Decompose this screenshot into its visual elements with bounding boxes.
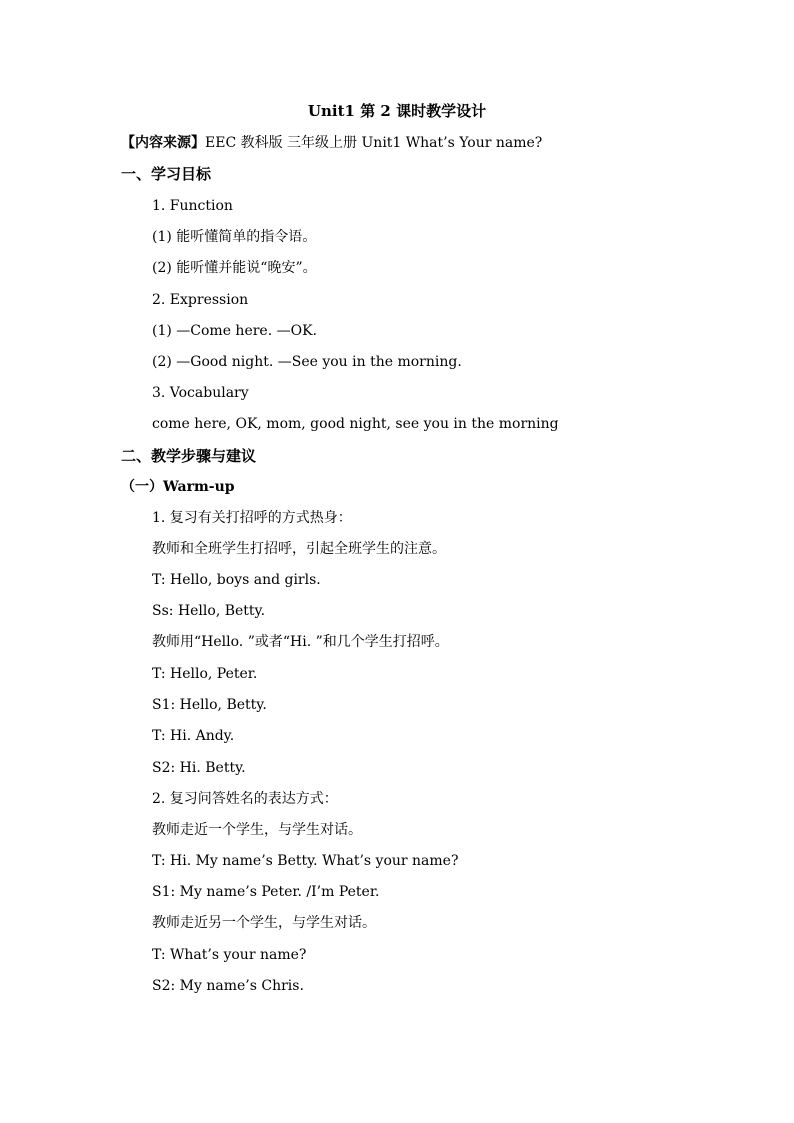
step-line: T: Hi. Andy.	[152, 728, 235, 744]
step-line: S1: My name’s Peter. /I’m Peter.	[152, 884, 380, 900]
objective-line: (2) 能听懂并能说“晚安”。	[152, 260, 317, 276]
objective-line: (2) —Good night. —See you in the morning.	[152, 354, 462, 370]
step-line: T: Hello, boys and girls.	[152, 572, 321, 588]
objective-line: (1) 能听懂简单的指令语。	[152, 229, 317, 245]
objective-line: 1. Function	[152, 198, 233, 214]
step-line: S2: Hi. Betty.	[152, 760, 246, 776]
step-line: 2. 复习问答姓名的表达方式：	[152, 791, 338, 807]
step-line: S2: My name’s Chris.	[152, 978, 304, 994]
step-line: T: What’s your name?	[152, 947, 307, 963]
step-line: Ss: Hello, Betty.	[152, 603, 266, 619]
source-tag: 【内容来源】	[121, 135, 205, 151]
source-text: EEC 教科版 三年级上册 Unit1 What’s Your name?	[205, 135, 543, 151]
page-title: Unit1 第 2 课时教学设计	[307, 102, 487, 120]
objective-line: 3. Vocabulary	[152, 385, 249, 401]
step-line: 教师走近另一个学生，与学生对话。	[152, 915, 376, 931]
objective-line: come here, OK, mom, good night, see you in the morning	[152, 416, 559, 432]
objective-line: (1) —Come here. —OK.	[152, 323, 317, 339]
section-heading-objectives: 一、学习目标	[121, 165, 212, 183]
section-heading-steps: 二、教学步骤与建议	[121, 447, 257, 465]
content-source	[121, 133, 542, 153]
step-line: T: Hello, Peter.	[152, 666, 258, 682]
step-line: 教师走近一个学生，与学生对话。	[152, 822, 362, 838]
subsection-heading-warmup: （一）Warm-up	[121, 479, 235, 495]
step-line: T: Hi. My name’s Betty. What’s your name?	[152, 853, 459, 869]
step-line: 教师用“Hello. ”或者“Hi. ”和几个学生打招呼。	[152, 634, 449, 650]
objective-line: 2. Expression	[152, 292, 249, 308]
step-line: 教师和全班学生打招呼，引起全班学生的注意。	[152, 541, 446, 557]
step-line: S1: Hello, Betty.	[152, 697, 267, 713]
step-line: 1. 复习有关打招呼的方式热身：	[152, 510, 352, 526]
